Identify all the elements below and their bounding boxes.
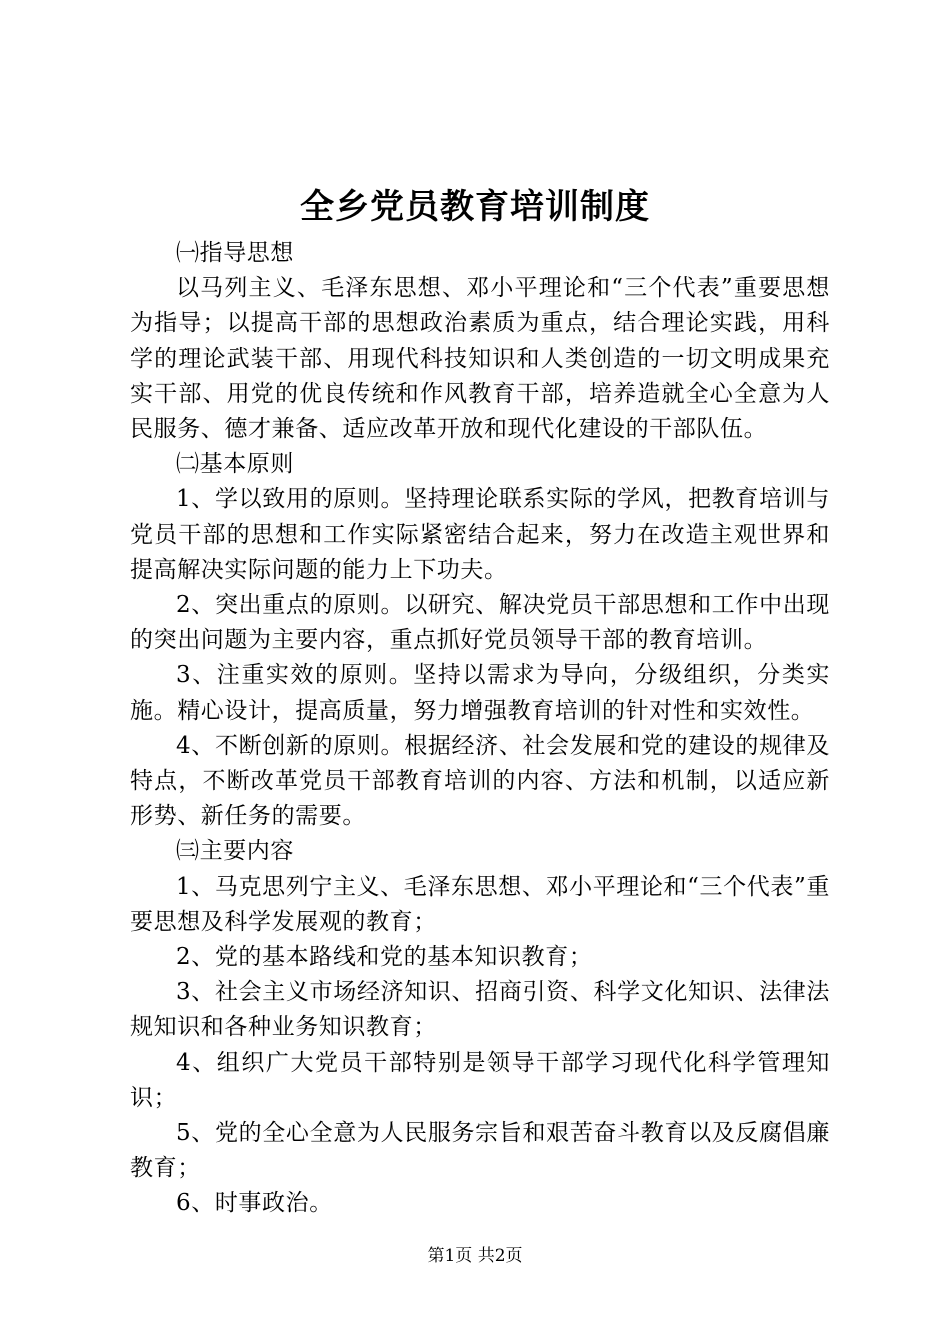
section-heading-basic-principles: ㈡基本原则 <box>176 451 294 478</box>
paragraph-content-3: 3、社会主义市场经济知识、招商引资、科学文化知识、法律法规知识和各种业务知识教育； <box>130 979 830 1041</box>
paragraph-content-4: 4、组织广大党员干部特别是领导干部学习现代化科学管理知识； <box>130 1049 830 1111</box>
paragraph-content-6: 6、时事政治。 <box>176 1190 333 1217</box>
paragraph-guiding-ideology: 以马列主义、毛泽东思想、邓小平理论和“三个代表”重要思想为指导；以提高干部的思想政治素质为重点，结合理论实践，用科学的理论武装干部、用现代科技知识和人类创造的一切文明成果充实干部、用党的优良传统和作风教育干部，培养造就全心全意为人民服务、德才兼备、适应改革开放和现代化建设的干部队伍。 <box>130 275 830 443</box>
section-heading-guiding-ideology: ㈠指导思想 <box>176 240 294 266</box>
section-heading-main-content: ㈢主要内容 <box>176 838 294 865</box>
document-title: 全乡党员教育培训制度 <box>300 187 650 227</box>
document-body <box>130 236 830 1222</box>
paragraph-principle-2: 2、突出重点的原则。以研究、解决党员干部思想和工作中出现的突出问题为主要内容，重点抓好党员领导干部的教育培训。 <box>130 592 830 654</box>
paragraph-content-1: 1、马克思列宁主义、毛泽东思想、邓小平理论和“三个代表”重要思想及科学发展观的教育； <box>130 873 830 935</box>
paragraph-principle-4: 4、不断创新的原则。根据经济、社会发展和党的建设的规律及特点，不断改革党员干部教育培训的内容、方法和机制，以适应新形势、新任务的需要。 <box>130 732 830 830</box>
paragraph-content-5: 5、党的全心全意为人民服务宗旨和艰苦奋斗教育以及反腐倡廉教育； <box>130 1120 830 1182</box>
paragraph-principle-1: 1、学以致用的原则。坚持理论联系实际的学风，把教育培训与党员干部的思想和工作实际紧密结合起来，努力在改造主观世界和提高解决实际问题的能力上下功夫。 <box>130 486 830 583</box>
page-number-footer: 第1页 共2页 <box>427 1246 523 1266</box>
paragraph-content-2: 2、党的基本路线和党的基本知识教育； <box>176 944 593 971</box>
paragraph-principle-3: 3、注重实效的原则。坚持以需求为导向，分级组织，分类实施。精心设计，提高质量，努力增强教育培训的针对性和实效性。 <box>130 662 830 724</box>
